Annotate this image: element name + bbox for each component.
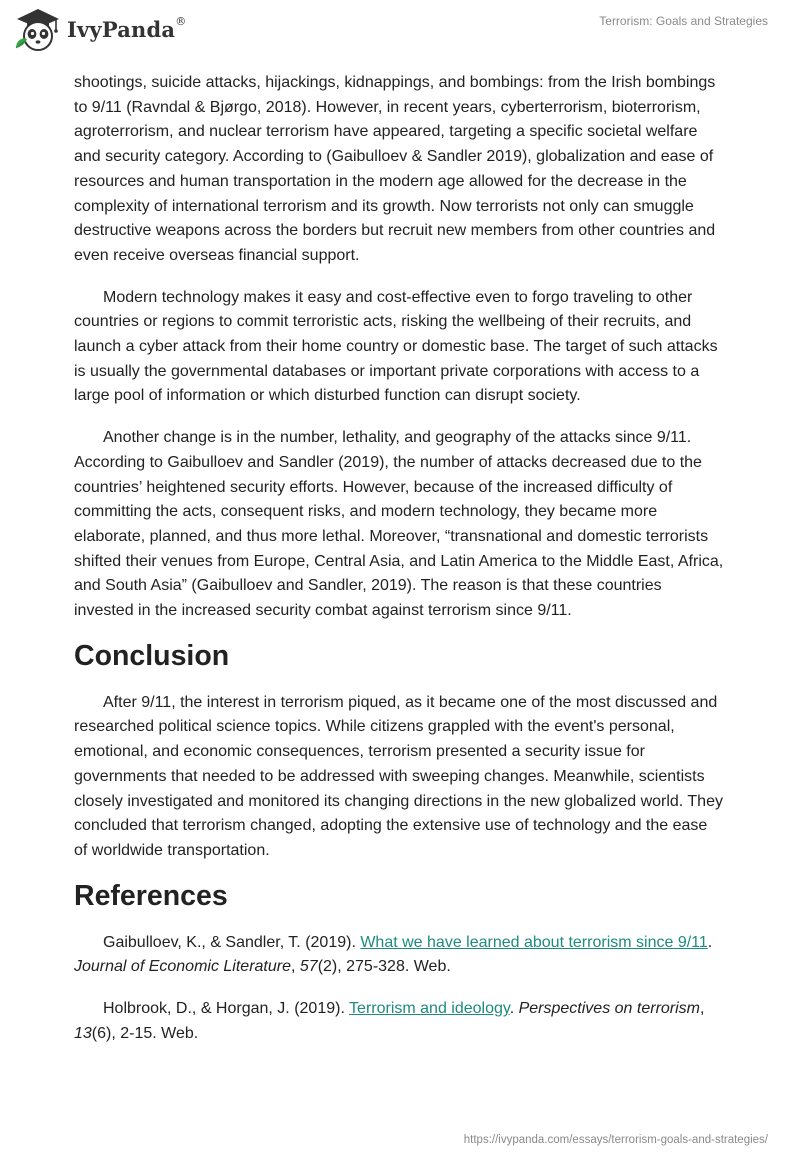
reference-punct: , xyxy=(291,958,300,976)
reference-journal: Perspectives on terrorism xyxy=(518,1000,700,1018)
ivypanda-logo[interactable] xyxy=(13,6,186,52)
reference-journal: Journal of Economic Literature xyxy=(74,958,291,976)
reference-authors: Gaibulloev, K., & Sandler, T. (2019). xyxy=(103,933,361,951)
document-title: Terrorism: Goals and Strategies xyxy=(599,14,768,28)
reference-link[interactable]: Terrorism and ideology xyxy=(349,1000,510,1018)
footer-url[interactable]: https://ivypanda.com/essays/terrorism-goals-and-strategies/ xyxy=(463,1134,768,1146)
reference-volume: 57 xyxy=(299,958,318,976)
paragraph-continuation: shootings, suicide attacks, hijackings, kidnappings, and bombings: from the Irish bombings to 9/11 (Ravndal & Bjørgo, 2018). However, in recent years, cyberterrorism, bioterrorism, agroterrorism, and nuclear terrorism have appeared, targeting a specific societal welfare and security category. According to (Gaibulloev & Sandler 2019), globalization and ease of resources and human transportation in the modern age allowed for the decrease in the complexity of international terrorism and its growth. Now terrorists not only can smuggle destructive weapons across the borders but recruit new members from other countries and even receive overseas financial support. xyxy=(74,74,716,264)
reference-punct: . xyxy=(509,1000,519,1018)
reference-item xyxy=(74,931,724,980)
reference-pages: (2), 275-328. Web. xyxy=(317,958,451,976)
reference-link[interactable]: What we have learned about terrorism since 9/11 xyxy=(360,933,708,951)
panda-logo-icon xyxy=(13,6,63,52)
paragraph-modern-technology: Modern technology makes it easy and cost-effective even to forgo traveling to other countries or regions to commit terroristic acts, risking the wellbeing of their recruits, and launch a cyber attack from their home country or domestic base. The target of such attacks is usually the governmental databases or important private corporations with access to a large pool of information or which disturbed function can disrupt society. xyxy=(74,288,718,405)
references-heading: References xyxy=(74,879,228,912)
paragraph-another-change: Another change is in the number, lethality, and geography of the attacks since 9/11. According to Gaibulloev and Sandler (2019), the number of attacks decreased due to the countries’ heightened security efforts. However, because of the increased difficulty of committing the acts, consequent risks, and modern technology, they became more elaborate, planned, and thus more lethal. Moreover, “transnational and domestic terrorists shifted their venues from Europe, Central Asia, and Latin America to the Middle East, Africa, and South Asia” (Gaibulloev and Sandler, 2019). The reason is that these countries invested in the increased security combat against terrorism since 9/11. xyxy=(74,429,724,620)
reference-authors: Holbrook, D., & Horgan, J. (2019). xyxy=(103,1000,350,1018)
conclusion-heading: Conclusion xyxy=(74,639,230,672)
page-header xyxy=(0,0,800,62)
reference-pages: (6), 2-15. Web. xyxy=(91,1024,199,1042)
logo-wordmark: IvyPanda® xyxy=(67,14,187,42)
reference-punct: . xyxy=(707,933,713,951)
conclusion-paragraph: After 9/11, the interest in terrorism piqued, as it became one of the most discussed and researched political science topics. While citizens grappled with the event's personal, emotional, and economic consequences, terrorism presented a security issue for governments that needed to be addressed with sweeping changes. Meanwhile, scientists closely investigated and monitored its changing directions in the new globalized world. They concluded that terrorism changed, adopting the extensive use of technology and the ease of worldwide transportation. xyxy=(74,693,723,859)
reference-punct: , xyxy=(700,1000,705,1018)
essay-content xyxy=(74,71,724,1047)
reference-volume: 13 xyxy=(74,1024,92,1042)
reference-item xyxy=(74,997,724,1046)
